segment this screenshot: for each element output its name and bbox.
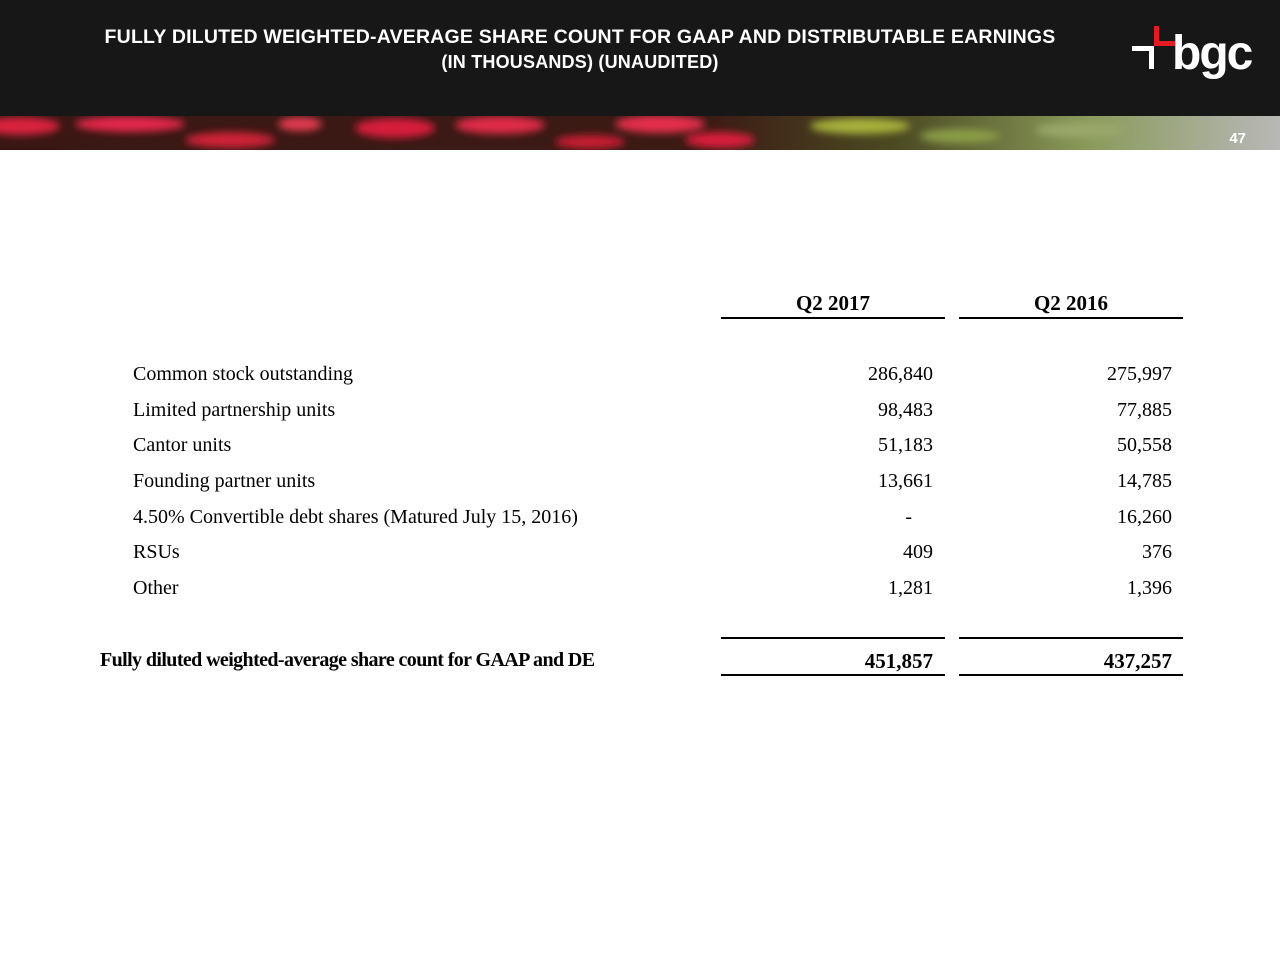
row-label: Common stock outstanding	[133, 363, 353, 385]
column-header-rule	[959, 317, 1183, 319]
slide-subtitle: (IN THOUSANDS) (UNAUDITED)	[441, 52, 719, 72]
total-label: Fully diluted weighted-average share count for GAAP and DE	[100, 649, 595, 671]
column-header-q2-2017: Q2 2017	[795, 291, 871, 315]
total-bottom-rule	[721, 674, 945, 676]
row-value-q2-2017: 98,483	[878, 399, 933, 421]
row-label: Cantor units	[133, 434, 232, 456]
row-label: Founding partner units	[133, 470, 316, 492]
row-value-q2-2017: 286,840	[868, 363, 933, 385]
header-banner-image	[0, 116, 1280, 150]
total-bottom-rule	[959, 674, 1183, 676]
row-value-q2-2017: 13,661	[878, 470, 933, 492]
slide-header	[0, 0, 1280, 116]
row-value-q2-2016: 50,558	[1117, 434, 1172, 456]
row-value-q2-2017: 409	[903, 541, 933, 563]
row-value-q2-2016: 376	[1142, 541, 1172, 563]
row-label: 4.50% Convertible debt shares (Matured July 15, 2016)	[133, 506, 578, 528]
total-value-q2-2016: 437,257	[1103, 649, 1172, 673]
row-value-q2-2017: -	[905, 506, 912, 528]
row-value-q2-2016: 16,260	[1117, 506, 1172, 528]
row-value-q2-2016: 275,997	[1107, 363, 1172, 385]
page-number: 47	[1229, 130, 1246, 147]
row-label: Limited partnership units	[133, 399, 336, 421]
column-header-q2-2016: Q2 2016	[1033, 291, 1109, 315]
total-top-rule	[959, 637, 1183, 639]
row-value-q2-2016: 14,785	[1117, 470, 1172, 492]
total-top-rule	[721, 637, 945, 639]
total-value-q2-2017: 451,857	[864, 649, 933, 673]
row-value-q2-2016: 1,396	[1127, 577, 1172, 599]
row-value-q2-2017: 51,183	[878, 434, 933, 456]
row-value-q2-2016: 77,885	[1117, 399, 1172, 421]
row-label: Other	[133, 577, 179, 599]
row-label: RSUs	[133, 541, 180, 563]
bgc-logo: bgc	[1172, 27, 1252, 80]
column-header-rule	[721, 317, 945, 319]
slide-title: FULLY DILUTED WEIGHTED-AVERAGE SHARE COUNT FOR GAAP AND DISTRIBUTABLE EARNINGS	[104, 26, 1056, 48]
row-value-q2-2017: 1,281	[888, 577, 933, 599]
